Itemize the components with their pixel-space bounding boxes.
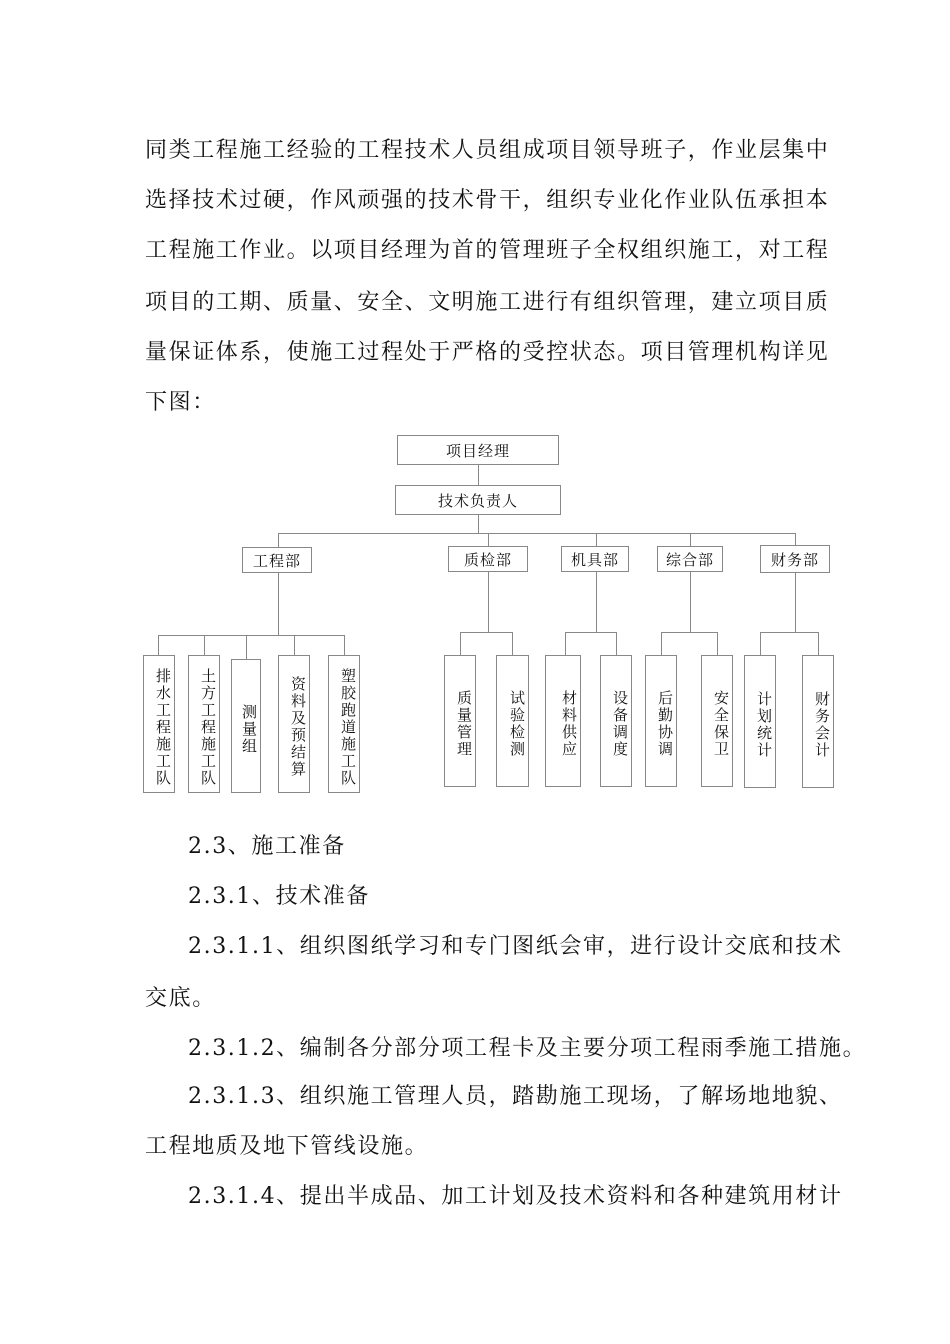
intro-line: 同类工程施工经验的工程技术人员组成项目领导班子，作业层集中 [145,138,830,163]
connector-line [760,632,818,633]
unit-docs-budget: 资料及预结算 [278,655,310,793]
intro-line: 量保证体系，使施工过程处于严格的受控状态。项目管理机构详见 [145,340,830,365]
connector-line [565,632,616,633]
item-2-3-1-1-cont: 交底。 [145,986,216,1011]
unit-survey-group: 测量组 [231,659,261,793]
connector-line [512,632,513,655]
connector-line [661,632,717,633]
heading-2-3-1: 2.3.1、技术准备 [188,884,370,909]
intro-line: 选择技术过硬，作风顽强的技术骨干，组织专业化作业队伍承担本 [145,188,830,213]
connector-line [158,635,344,636]
connector-line [488,533,489,547]
item-2-3-1-3-cont: 工程地质及地下管线设施。 [145,1134,429,1159]
dept-engineering: 工程部 [242,547,312,573]
intro-line: 下图： [145,390,216,415]
unit-security: 安全保卫 [701,655,733,787]
heading-2-3: 2.3、施工准备 [188,834,346,859]
connector-line [460,632,512,633]
connector-line [278,533,795,534]
unit-planning-stats: 计划统计 [744,655,776,788]
unit-testing: 试验检测 [496,655,529,787]
dept-general: 综合部 [657,546,723,572]
unit-quality-mgmt: 质量管理 [444,655,476,787]
connector-line [488,572,489,632]
dept-equipment: 机具部 [561,546,629,572]
dept-finance: 财务部 [760,545,830,573]
connector-line [616,632,617,655]
connector-line [478,465,479,485]
connector-line [344,635,345,655]
connector-line [596,572,597,632]
connector-line [478,515,479,533]
unit-drainage-team: 排水工程施工队 [143,655,175,793]
org-box-tech-lead: 技术负责人 [395,485,561,515]
item-2-3-1-4: 2.3.1.4、提出半成品、加工计划及技术资料和各种建筑用材计 [188,1184,843,1209]
item-2-3-1-1: 2.3.1.1、组织图纸学习和专门图纸会审，进行设计交底和技术 [188,934,843,959]
intro-line: 工程施工作业。以项目经理为首的管理班子全权组织施工，对工程 [145,238,830,263]
connector-line [795,573,796,632]
connector-line [818,632,819,655]
connector-line [294,635,295,655]
org-box-project-manager: 项目经理 [397,435,559,465]
connector-line [278,573,279,635]
connector-line [204,635,205,655]
connector-line [246,635,247,659]
unit-earthwork-team: 土方工程施工队 [188,655,220,793]
intro-line: 项目的工期、质量、安全、文明施工进行有组织管理，建立项目质 [145,290,830,315]
unit-accounting: 财务会计 [802,655,834,788]
connector-line [690,572,691,632]
connector-line [690,533,691,547]
dept-quality: 质检部 [448,546,528,572]
unit-material-supply: 材料供应 [545,655,581,787]
connector-line [158,635,159,655]
unit-logistics: 后勤协调 [645,655,677,787]
connector-line [717,632,718,655]
connector-line [278,533,279,547]
item-2-3-1-2: 2.3.1.2、编制各分部分项工程卡及主要分项工程雨季施工措施。 [188,1036,867,1061]
connector-line [565,632,566,655]
connector-line [596,533,597,547]
connector-line [460,632,461,655]
unit-equipment-dispatch: 设备调度 [600,655,632,787]
item-2-3-1-3: 2.3.1.3、组织施工管理人员，踏勘施工现场，了解场地地貌、 [188,1084,843,1109]
connector-line [661,632,662,655]
connector-line [760,632,761,655]
unit-track-team: 塑胶跑道施工队 [328,655,360,793]
